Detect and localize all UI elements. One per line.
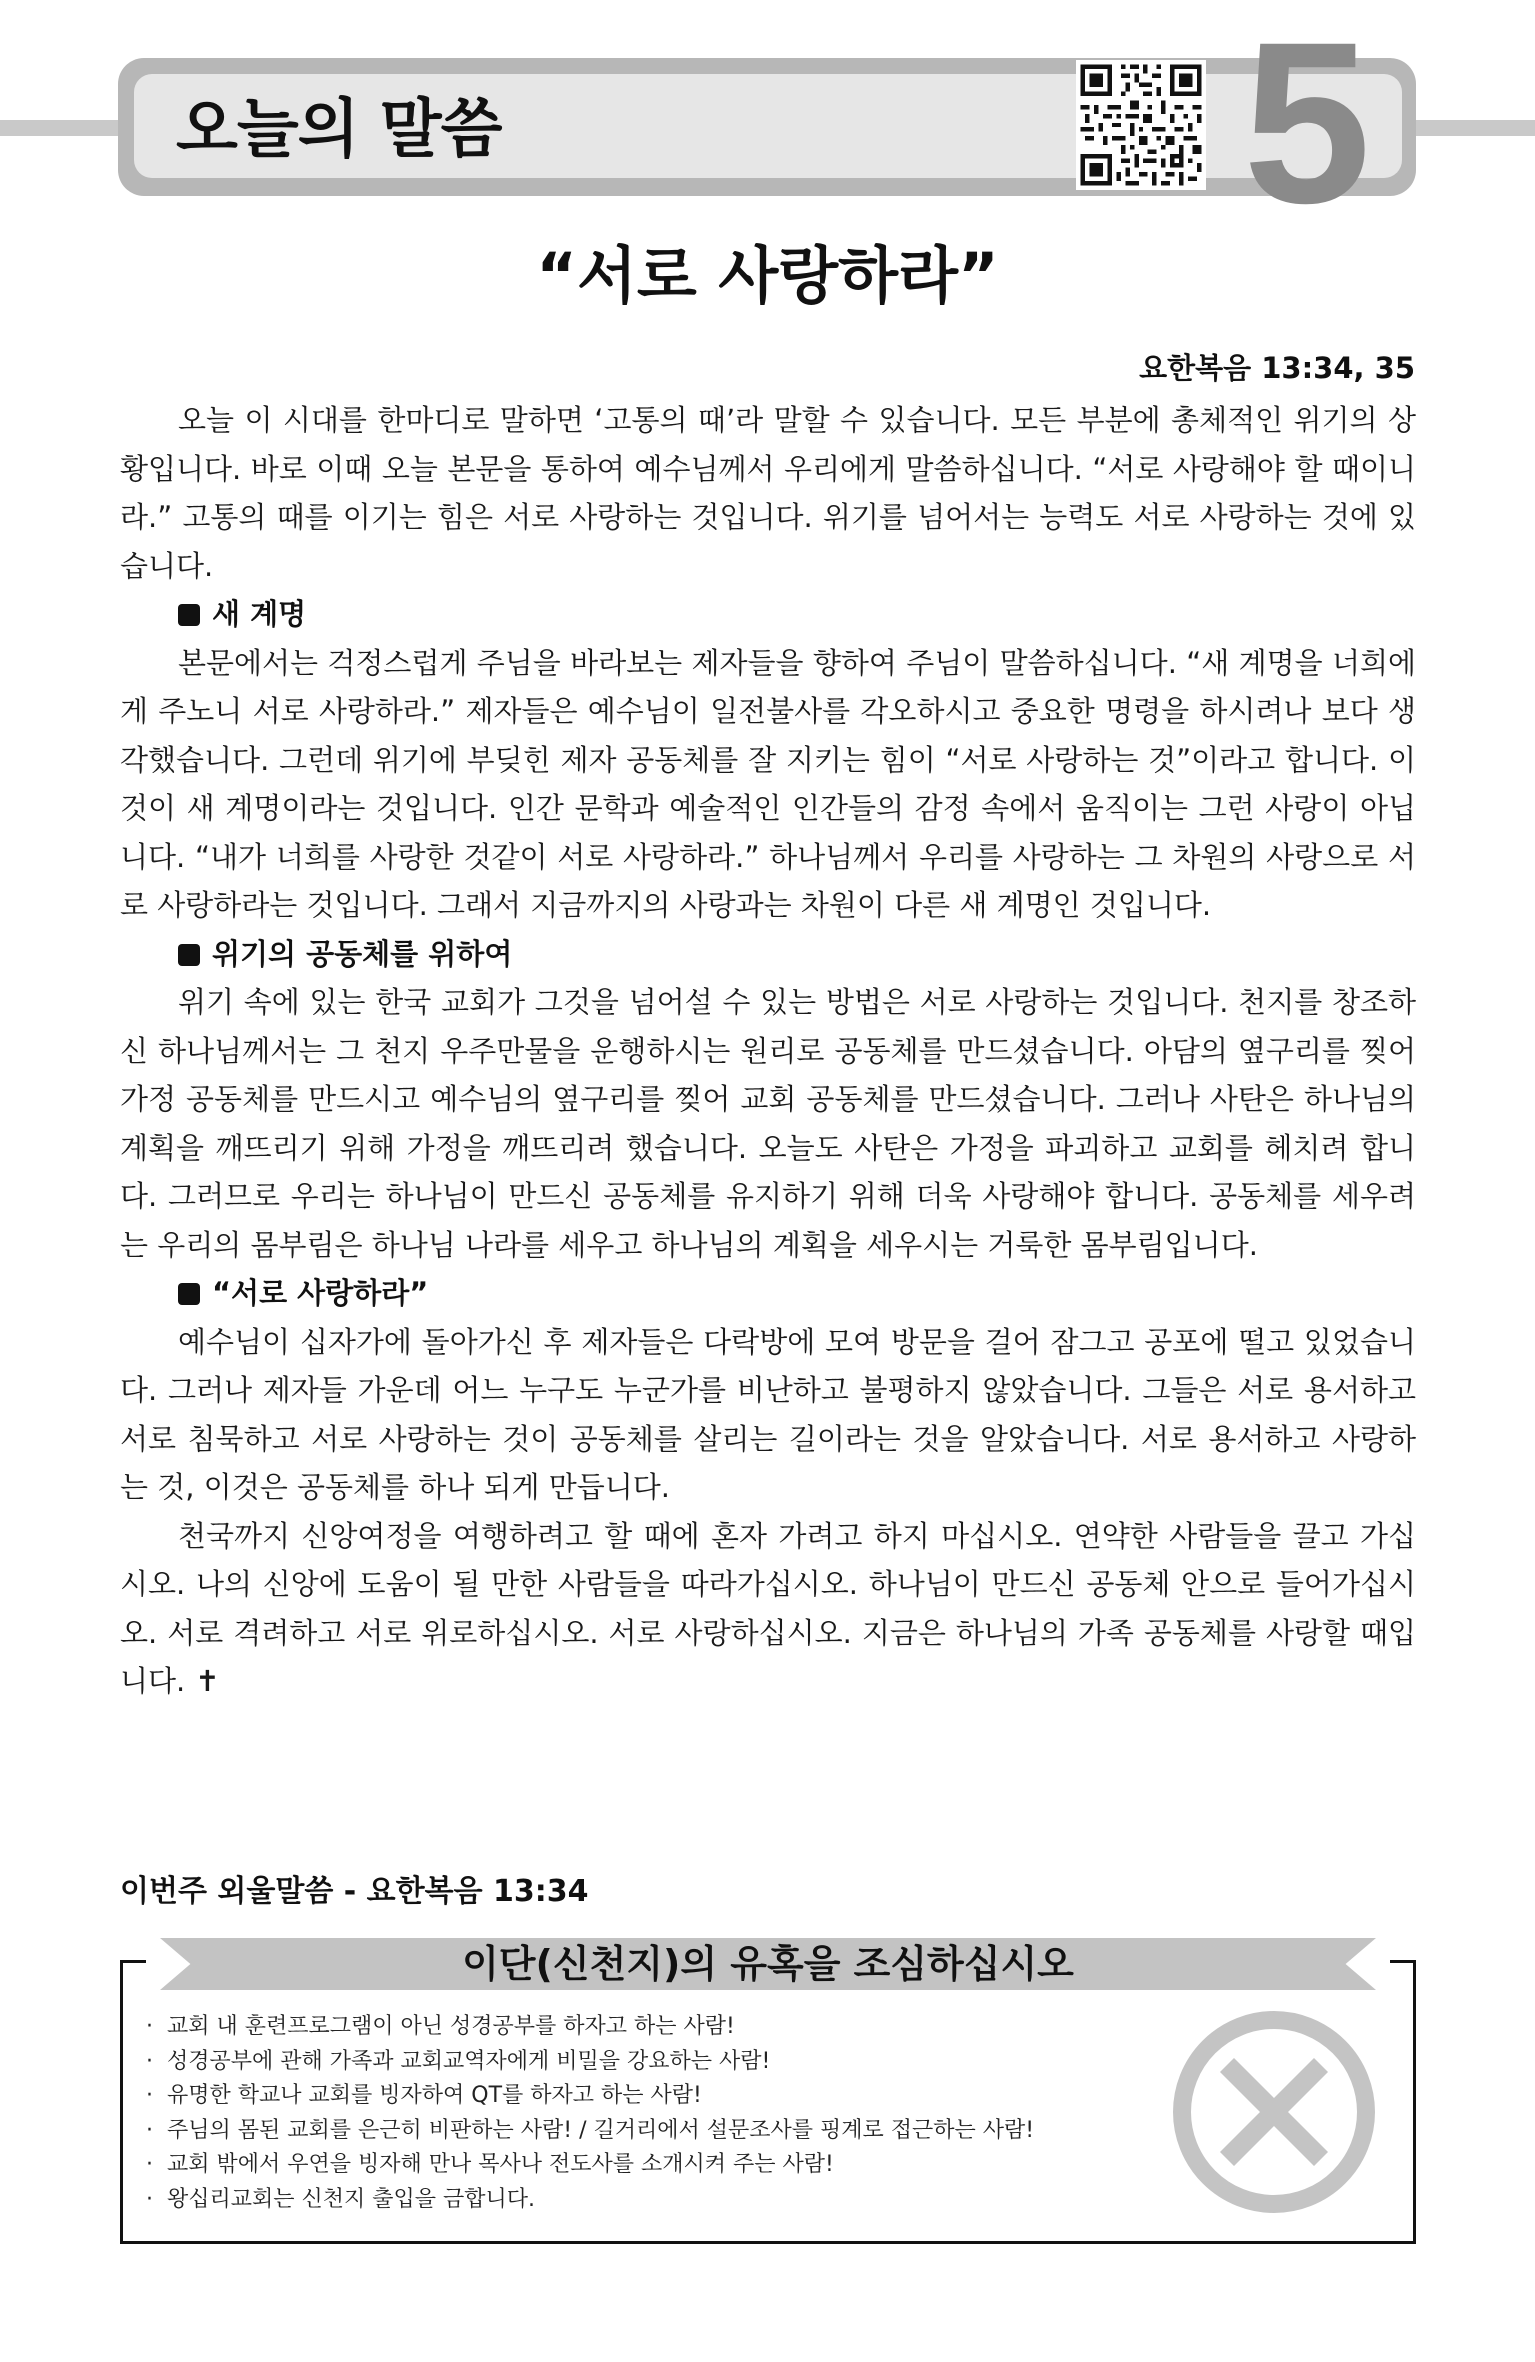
- scripture-reference: 요한복음 13:34, 35: [1139, 351, 1415, 385]
- warning-item: · 왕십리교회는 신천지 출입을 금합니다.: [146, 2183, 1156, 2218]
- warning-item: · 유명한 학교나 교회를 빙자하여 QT를 하자고 하는 사람!: [146, 2079, 1156, 2114]
- cross-icon: ✝: [195, 1664, 220, 1698]
- intro-paragraph: 오늘 이 시대를 한마디로 말하면 ‘고통의 때’라 말할 수 있습니다. 모든 부분에 총체적인 위기의 상황입니다. 바로 이때 오늘 본문을 통하여 예수님께서 우리에게 말씀하십니다. “서로 사랑해야 할 때이니라.” 고통의 때를 이기는 힘은 서로 사랑하는 것입니다. 위기를 넘어서는 능력도 서로 사랑하는 것에 있습니다.: [120, 403, 1416, 583]
- section-heading: [120, 590, 1416, 639]
- section-heading: [120, 1269, 1416, 1318]
- warning-item: · 교회 내 훈련프로그램이 아닌 성경공부를 하자고 하는 사람!: [146, 2010, 1156, 2045]
- warning-item: · 성경공부에 관해 가족과 교회교역자에게 비밀을 강요하는 사람!: [146, 2045, 1156, 2080]
- box-corner-left: [120, 1960, 146, 1963]
- square-bullet-icon: [178, 1283, 200, 1305]
- section-heading-text: 새 계명: [212, 597, 307, 631]
- body-paragraph: 본문에서는 걱정스럽게 주님을 바라보는 제자들을 향하여 주님이 말씀하십니다. “새 계명을 너희에게 주노니 서로 사랑하라.” 제자들은 예수님이 일전불사를 각오하시고 중요한 명령을 하시려나 보다 생각했습니다. 그런데 위기에 부딪힌 제자 공동체를 잘 지키는 힘이 “서로 사랑하는 것”이라고 합니다. 이것이 새 계명이라는 것입니다. 인간 문학과 예술적인 인간들의 감정 속에서 움직이는 그런 사랑이 아닙니다. “내가 너희를 사랑한 것같이 서로 사랑하라.” 하나님께서 우리를 사랑하는 그 차원의 사랑으로 서로 사랑하라는 것입니다. 그래서 지금까지의 사랑과는 차원이 다른 새 계명인 것입니다.: [120, 645, 1416, 922]
- article-body: [120, 396, 1416, 1706]
- square-bullet-icon: [178, 604, 200, 626]
- square-bullet-icon: [178, 944, 200, 966]
- sermon-title: “서로 사랑하라”: [536, 239, 999, 312]
- section-heading-text: “서로 사랑하라”: [212, 1276, 429, 1310]
- qr-code-icon[interactable]: [1076, 60, 1206, 190]
- warning-list: [146, 2010, 1156, 2217]
- warning-item: · 주님의 몸된 교회를 은근히 비판하는 사람! / 길거리에서 설문조사를 핑계로 접근하는 사람!: [146, 2114, 1156, 2149]
- section-heading-text: 위기의 공동체를 위하여: [212, 936, 513, 971]
- box-corner-right: [1390, 1960, 1416, 1963]
- body-paragraph-final: [120, 1512, 1416, 1706]
- warning-item: · 교회 밖에서 우연을 빙자해 만나 목사나 전도사를 소개시켜 주는 사람!: [146, 2148, 1156, 2183]
- body-paragraph-text: 천국까지 신앙여정을 여행하려고 할 때에 혼자 가려고 하지 마십시오. 연약한 사람들을 끌고 가십시오. 나의 신앙에 도움이 될 만한 사람들을 따라가십시오. 하나님이 만드신 공동체 안으로 들어가십시오. 서로 격려하고 서로 위로하십시오. 서로 사랑하십시오. 지금은 하나님의 가족 공동체를 사랑할 때입니다.: [120, 1518, 1416, 1698]
- body-paragraph: 위기 속에 있는 한국 교회가 그것을 넘어설 수 있는 방법은 서로 사랑하는 것입니다. 천지를 창조하신 하나님께서는 그 천지 우주만물을 운행하시는 원리로 공동체를 만드셨습니다. 아담의 옆구리를 찢어 가정 공동체를 만드시고 예수님의 옆구리를 찢어 교회 공동체를 만드셨습니다. 그러나 사탄은 하나님의 계획을 깨뜨리기 위해 가정을 깨뜨리려 했습니다. 오늘도 사탄은 가정을 파괴하고 교회를 헤치려 합니다. 그러므로 우리는 하나님이 만드신 공동체를 유지하기 위해 더욱 사랑해야 합니다. 공동체를 세우려는 우리의 몸부림은 하나님 나라를 세우고 하나님의 계획을 세우시는 거룩한 몸부림입니다.: [120, 985, 1416, 1262]
- memory-verse: 이번주 외울말씀 - 요한복음 13:34: [120, 1874, 589, 1909]
- warning-title: 이단(신천지)의 유혹을 조심하십시오: [462, 1942, 1074, 1986]
- body-paragraph: 예수님이 십자가에 돌아가신 후 제자들은 다락방에 모여 방문을 걸어 잠그고 공포에 떨고 있었습니다. 그러나 제자들 가운데 어느 누구도 누군가를 비난하고 불평하지 않았습니다. 그들은 서로 용서하고 서로 침묵하고 서로 사랑하는 것이 공동체를 살리는 길이라는 것을 알았습니다. 서로 용서하고 사랑하는 것, 이것은 공동체를 하나 되게 만듭니다.: [120, 1324, 1416, 1504]
- forbidden-x-icon: [1168, 2006, 1380, 2218]
- section-title: 오늘의 말씀: [176, 93, 502, 167]
- section-heading: [120, 930, 1416, 979]
- page-number: 5: [1243, 0, 1371, 251]
